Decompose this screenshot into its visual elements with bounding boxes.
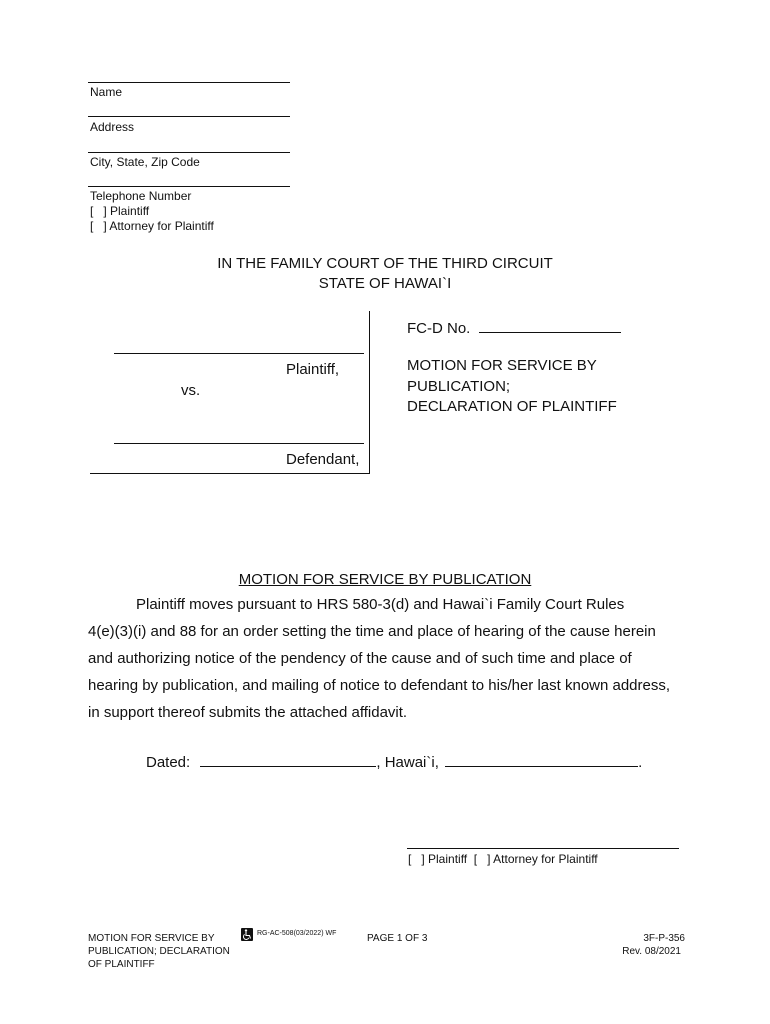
footer-title-line-3: OF PLAINTIFF [88,959,155,970]
telephone-line[interactable] [88,186,290,187]
city-field[interactable] [445,752,638,767]
court-name: IN THE FAMILY COURT OF THE THIRD CIRCUIT [217,255,553,272]
dated-period: . [638,754,643,771]
signature-line[interactable] [407,848,679,849]
footer-title-line-2: PUBLICATION; DECLARATION [88,946,230,957]
document-title-line-1: MOTION FOR SERVICE BY [407,357,597,374]
telephone-label: Telephone Number [90,189,192,203]
dated-row [146,752,642,771]
address-line[interactable] [88,116,290,117]
caption-bottom-line [90,473,370,474]
case-number-label: FC-D No. [407,320,471,337]
document-title-line-2: PUBLICATION; [407,378,511,395]
form-number: 3F-P-356 [643,933,685,944]
caption-vertical-divider [369,311,370,474]
motion-line-2: 4(e)(3)(i) and 88 for an order setting the time and place of hearing of the cause herein [88,623,656,640]
court-state: STATE OF HAWAI`I [318,275,452,292]
date-field[interactable] [200,752,376,767]
motion-heading: MOTION FOR SERVICE BY PUBLICATION [238,571,532,588]
motion-line-1: Plaintiff moves pursuant to HRS 580-3(d) and Hawai`i Family Court Rules [136,596,625,613]
document-title-line-3: DECLARATION OF PLAINTIFF [407,398,617,415]
motion-line-3: and authorizing notice of the pendency of the cause and of such time and place of [88,650,632,667]
form-code: RG-AC-508(03/2022) WF [257,930,337,937]
vs-label: vs. [181,382,201,399]
city-state-zip-label: City, State, Zip Code [90,155,200,169]
case-number-field[interactable] [479,318,621,333]
location-label: , Hawai`i, [376,754,439,771]
motion-line-4: hearing by publication, and mailing of notice to defendant to his/her last known address, [88,677,671,694]
wheelchair-accessibility-icon [241,928,253,941]
name-label: Name [90,85,123,99]
plaintiff-checkbox-option[interactable]: [ ] Plaintiff [90,204,150,218]
revision-date: Rev. 08/2021 [622,946,681,957]
name-line[interactable] [88,82,290,83]
motion-line-5: in support thereof submits the attached affidavit. [88,704,408,721]
address-label: Address [90,120,135,134]
defendant-name-line[interactable] [114,443,364,444]
plaintiff-label: Plaintiff, [286,361,340,378]
city-state-zip-line[interactable] [88,152,290,153]
defendant-label: Defendant, [286,451,360,468]
case-number-row [407,318,621,337]
signature-role-label[interactable]: [ ] Plaintiff [ ] Attorney for Plaintiff [408,852,598,866]
footer-title-line-1: MOTION FOR SERVICE BY [88,933,215,944]
page-number: PAGE 1 OF 3 [367,933,428,944]
plaintiff-name-line[interactable] [114,353,364,354]
footer-title [88,932,230,971]
dated-label: Dated: [146,754,191,771]
attorney-checkbox-option[interactable]: [ ] Attorney for Plaintiff [90,219,214,233]
